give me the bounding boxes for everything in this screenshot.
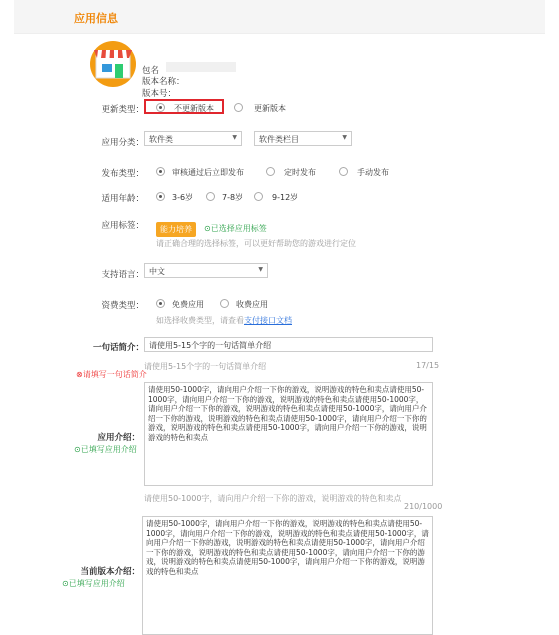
option-age-9-12[interactable]: 9-12岁 xyxy=(272,193,299,202)
app-info-panel xyxy=(14,0,545,635)
short-intro-hint: 请使用5-15个字的一句话简单介绍 xyxy=(144,362,267,371)
check-circle-icon: ⊙ xyxy=(204,224,211,233)
option-update[interactable]: 更新版本 xyxy=(254,104,286,113)
intro-textarea[interactable]: 请使用50-1000字，请向用户介绍一下你的游戏，说明游戏的特色和卖点请使用50-1000字，请向用户介绍一下你的游戏，说明游戏的特色和卖点请使用50-1000字，请向用户介绍一下你的游戏，说明游戏的特色和卖点请使用50-1000字，请向用户介绍一下你的游戏，说明游戏的特色和卖点请使用50-1000字，请向用户介绍一下你的游戏，说明游戏的特色和卖点请使用50-1000字，请向用户介绍一下你的游戏，说明游戏的特色和卖点 xyxy=(144,382,433,486)
category-secondary-value: 软件类栏目 xyxy=(259,135,299,144)
check-circle-icon: ⊙ xyxy=(74,445,81,454)
short-intro-input[interactable]: 请使用5-15个字的一句话简单介绍 xyxy=(144,337,433,352)
option-publish-manual[interactable]: 手动发布 xyxy=(357,168,389,177)
fee-hint-text: 如选择收费类型，请查看 xyxy=(156,316,244,325)
radio-free[interactable] xyxy=(156,299,165,308)
publish-type-label: 发布类型： xyxy=(101,169,144,179)
chevron-down-icon: ▼ xyxy=(342,134,347,141)
version-intro-status-text: 已填写应用介绍 xyxy=(68,579,125,588)
tags-label: 应用标签： xyxy=(101,221,144,231)
option-age-3-6[interactable]: 3-6岁 xyxy=(172,193,194,202)
radio-age-9-12[interactable] xyxy=(254,192,263,201)
version-intro-textarea[interactable]: 请使用50-1000字，请向用户介绍一下你的游戏，说明游戏的特色和卖点请使用50-1000字，请向用户介绍一下你的游戏，说明游戏的特色和卖点请使用50-1000字，请向用户介绍一下你的游戏，说明游戏的特色和卖点请使用50-1000字，请向用户介绍一下你的游戏，说明游戏的特色和卖点请使用50-1000字，请向用户介绍一下你的游戏，说明游戏的特色和卖点请使用50-1000字，请向用户介绍一下你的游戏，说明游戏的特色和卖点 xyxy=(142,516,433,635)
short-intro-label: 一句话简介： xyxy=(92,343,144,353)
tags-status-text: 已选择应用标签 xyxy=(210,224,267,233)
age-label: 适用年龄： xyxy=(101,194,144,204)
language-label: 支持语言： xyxy=(101,270,144,280)
version-number-label: 版本号： xyxy=(142,89,177,99)
radio-paid[interactable] xyxy=(220,299,229,308)
option-paid[interactable]: 收费应用 xyxy=(236,300,268,309)
intro-counter: 210/1000 xyxy=(404,502,443,511)
section-header xyxy=(14,0,545,34)
error-circle-icon: ⊗ xyxy=(76,370,83,379)
package-name-label: 包名 xyxy=(142,66,160,76)
tag-chip[interactable]: 能力培养 xyxy=(156,222,196,237)
short-intro-error-text: 请填写一句话简介 xyxy=(82,370,147,379)
intro-status xyxy=(74,444,137,455)
option-age-7-8[interactable]: 7-8岁 xyxy=(222,193,244,202)
short-intro-error xyxy=(76,369,147,380)
language-select[interactable] xyxy=(144,263,268,278)
version-intro-status xyxy=(62,578,125,589)
section-title: 应用信息 xyxy=(74,12,118,25)
check-circle-icon: ⊙ xyxy=(62,579,69,588)
option-no-update[interactable]: 不更新版本 xyxy=(174,104,214,113)
category-secondary-select[interactable] xyxy=(254,131,352,146)
radio-publish-immediate[interactable] xyxy=(156,167,165,176)
fee-label: 资费类型： xyxy=(101,301,144,311)
radio-age-3-6[interactable] xyxy=(156,192,165,201)
intro-hint: 请使用50-1000字，请向用户介绍一下你的游戏，说明游戏的特色和卖点 xyxy=(144,494,402,503)
fee-hint xyxy=(156,315,292,326)
short-intro-counter: 17/15 xyxy=(416,361,440,370)
version-intro-label: 当前版本介绍： xyxy=(80,567,140,577)
chevron-down-icon: ▼ xyxy=(232,134,237,141)
package-name-redacted xyxy=(166,62,236,72)
tags-status xyxy=(204,223,267,234)
radio-update[interactable] xyxy=(234,103,243,112)
option-publish-immediate[interactable]: 审核通过后立即发布 xyxy=(172,168,244,177)
radio-publish-manual[interactable] xyxy=(339,167,348,176)
intro-status-text: 已填写应用介绍 xyxy=(80,445,137,454)
app-store-icon xyxy=(84,38,142,88)
update-type-label: 更新类型： xyxy=(101,105,144,115)
tags-hint: 请正确合理的选择标签，可以更好帮助您的游戏进行定位 xyxy=(156,239,356,248)
radio-age-7-8[interactable] xyxy=(206,192,215,201)
payment-doc-link[interactable]: 支付接口文档 xyxy=(244,316,292,325)
category-primary-value: 软件类 xyxy=(149,135,173,144)
category-primary-select[interactable] xyxy=(144,131,242,146)
version-name-label: 版本名称： xyxy=(142,77,185,87)
chevron-down-icon: ▼ xyxy=(258,266,263,273)
option-free[interactable]: 免费应用 xyxy=(172,300,204,309)
intro-label: 应用介绍： xyxy=(97,433,140,443)
category-label: 应用分类： xyxy=(101,138,144,148)
radio-publish-scheduled[interactable] xyxy=(266,167,275,176)
language-value: 中文 xyxy=(149,267,165,276)
option-publish-scheduled[interactable]: 定时发布 xyxy=(284,168,316,177)
radio-no-update[interactable] xyxy=(156,103,165,112)
